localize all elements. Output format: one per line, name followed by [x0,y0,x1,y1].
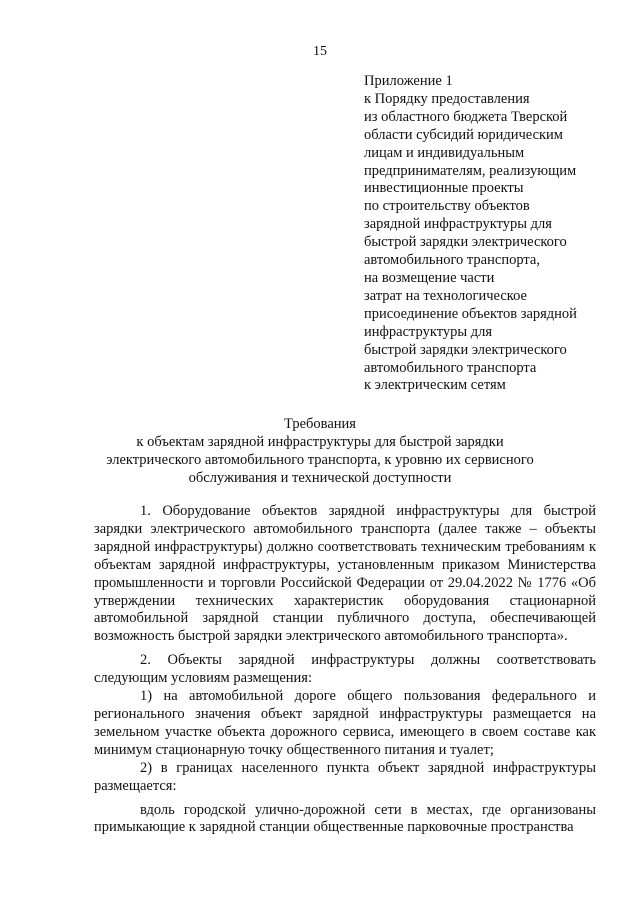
title-line: к объектам зарядной инфраструктуры для быстрой зарядки [136,433,504,450]
paragraph-1: 1. Оборудование объектов зарядной инфраструктуры для быстрой зарядки электрического автомобильного транспорта (далее также – объекты зарядной инфраструктуры) должно соответствовать техническим требованиям к объектам зарядной инфраструктуры, установленным приказом Министерства промышленности и торговли Российской Федерации от 29.04.2022 № 1776 «Об утверждении технических характеристик оборудования стационарной автомобильной зарядной станции публичного доступа, обеспечивающей возможность быстрой зарядки электрического автомобильного транспорта». [94,503,596,645]
annex-line: к электрическим сетям [364,377,506,394]
page-number: 15 [313,44,327,59]
annex-line: зарядной инфраструктуры для [364,216,552,233]
annex-line: инфраструктуры для [364,323,493,340]
annex-line: на возмещение части [364,269,495,286]
annex-line: присоединение объектов зарядной [364,305,577,322]
document-title [0,416,640,488]
annex-line: автомобильного транспорта, [364,252,540,269]
title-line: обслуживания и технической доступности [188,469,452,486]
document-body [94,503,596,837]
annex-line: быстрой зарядки электрического [364,341,567,358]
paragraph-2-2: 2) в границах населенного пункта объект зарядной инфраструктуры размещается: [94,759,596,794]
annex-line: затрат на технологическое [364,287,527,304]
annex-header [364,73,624,395]
annex-line: Приложение 1 [364,73,453,89]
annex-line: области субсидий юридическим [364,126,563,143]
title-line: электрического автомобильного транспорта, к уровню их сервисного [106,451,534,468]
annex-line: предпринимателям, реализующим [364,162,577,179]
annex-line: лицам и индивидуальным [364,144,525,161]
title-line: Требования [284,416,356,432]
annex-line: автомобильного транспорта [364,359,537,376]
annex-line: к Порядку предоставления [364,90,530,107]
annex-line: инвестиционные проекты [364,180,524,197]
annex-line: из областного бюджета Тверской [364,108,568,125]
annex-line: по строительству объектов [364,198,530,215]
paragraph-2: 2. Объекты зарядной инфраструктуры должны соответствовать следующим условиям размещения: [94,652,596,687]
paragraph-2-1: 1) на автомобильной дороге общего пользования федерального и регионального значения объект зарядной инфраструктуры размещается на земельном участке объекта дорожного сервиса, имеющего в своем составе как минимум стационарную точку общественного питания и туалет; [94,688,596,758]
annex-line: быстрой зарядки электрического [364,234,567,251]
paragraph-2-2-a: вдоль городской улично-дорожной сети в местах, где организованы примыкающие к зарядной станции общественные парковочные пространства [94,801,596,836]
